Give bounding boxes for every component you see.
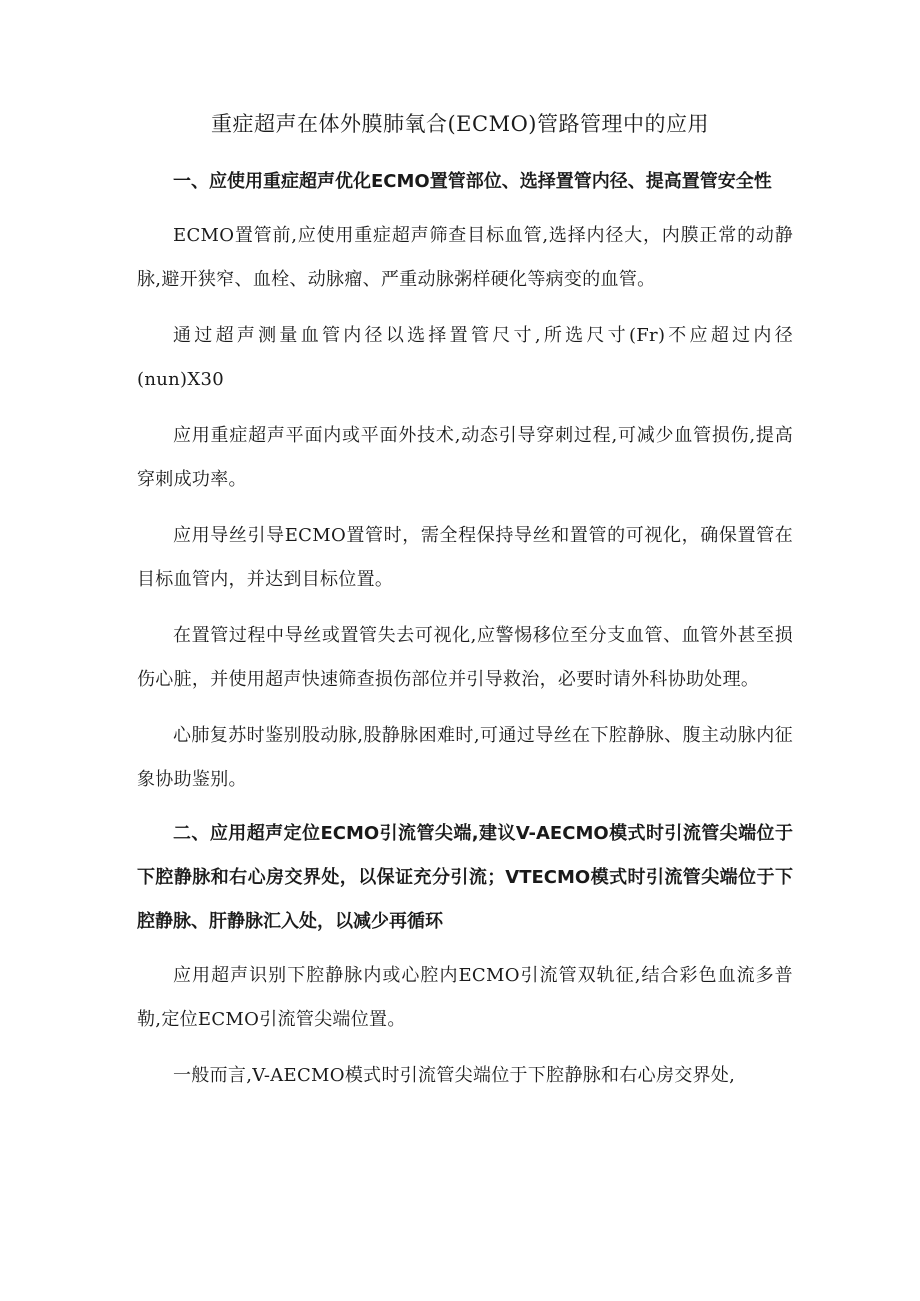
document-title: 重症超声在体外膜肺氧合(ECMO)管路管理中的应用 (210, 112, 709, 136)
section-2-paragraph-1: 应用超声识别下腔静脉内或心腔内ECMO引流管双轨征,结合彩色血流多普勒,定位ECMO引流管尖端位置。 (137, 965, 793, 1030)
document-body (137, 160, 793, 1110)
section-1-paragraph-5: 在置管过程中导丝或置管失去可视化,应警惕移位至分支血管、血管外甚至损伤心脏，并使用超声快速筛查损伤部位并引导救治，必要时请外科协助处理。 (137, 625, 793, 690)
section-1-paragraph-2: 通过超声测量血管内径以选择置管尺寸,所选尺寸(Fr)不应超过内径(nun)X30 (137, 325, 793, 390)
section-1-paragraph-3: 应用重症超声平面内或平面外技术,动态引导穿刺过程,可减少血管损伤,提高穿刺成功率。 (137, 425, 793, 490)
section-1-heading: 一、应使用重症超声优化ECMO置管部位、选择置管内径、提高置管安全性 (173, 171, 772, 192)
section-2-heading: 二、应用超声定位ECMO引流管尖端,建议V-AECMO模式时引流管尖端位于下腔静脉和右心房交界处，以保证充分引流；VTECMO模式时引流管尖端位于下腔静脉、肝静脉汇入处，以减少再循环 (137, 823, 793, 932)
section-2-paragraph-2: 一般而言,V-AECMO模式时引流管尖端位于下腔静脉和右心房交界处, (173, 1065, 736, 1086)
section-1-paragraph-4: 应用导丝引导ECMO置管时，需全程保持导丝和置管的可视化，确保置管在目标血管内，并达到目标位置。 (137, 525, 793, 590)
section-1-paragraph-1: ECMO置管前,应使用重症超声筛查目标血管,选择内径大，内膜正常的动静脉,避开狭窄、血栓、动脉瘤、严重动脉粥样硬化等病变的血管。 (137, 225, 793, 290)
section-1-paragraph-6: 心肺复苏时鉴别股动脉,股静脉困难时,可通过导丝在下腔静脉、腹主动脉内征象协助鉴别。 (137, 725, 793, 790)
